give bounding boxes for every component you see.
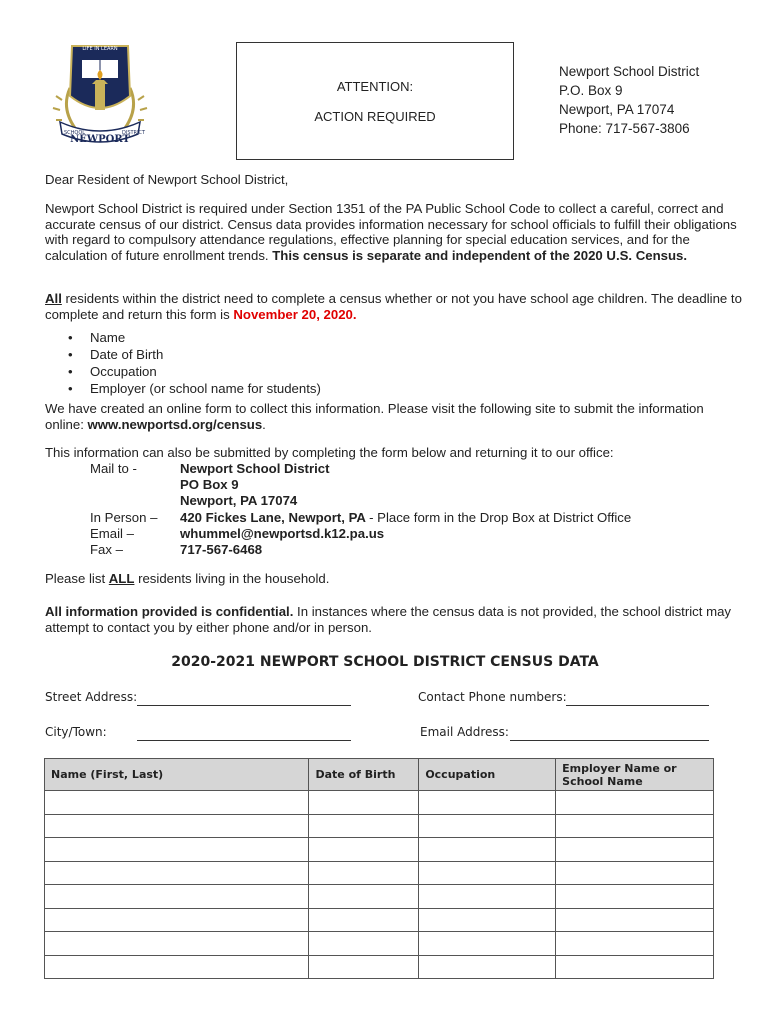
email-address-field[interactable] [510, 740, 709, 741]
letter-greeting: Dear Resident of Newport School District, [45, 172, 289, 187]
svg-text:DISTRICT: DISTRICT [122, 130, 146, 136]
intro-paragraph [45, 201, 745, 263]
table-cell[interactable] [419, 838, 556, 862]
list-item: • Name [90, 329, 321, 346]
confidential-paragraph [45, 604, 745, 635]
period: . [262, 416, 266, 432]
table-row [45, 955, 714, 979]
district-address-block [559, 62, 699, 138]
table-cell[interactable] [45, 814, 309, 838]
list-item: • Date of Birth [90, 346, 321, 363]
table-cell[interactable] [309, 955, 419, 979]
drop-box-note: - Place form in the Drop Box at District Office [369, 510, 632, 525]
list-item: • Employer (or school name for students) [90, 380, 321, 397]
table-cell[interactable] [556, 838, 714, 862]
table-cell[interactable] [309, 932, 419, 956]
mail-line-2: PO Box 9 [180, 477, 239, 492]
table-cell[interactable] [45, 955, 309, 979]
table-cell[interactable] [419, 885, 556, 909]
table-cell[interactable] [309, 908, 419, 932]
table-cell[interactable] [556, 791, 714, 815]
census-separate-note: This census is separate and independent of the 2020 U.S. Census. [272, 247, 688, 263]
contact-phone-label: Contact Phone numbers: [418, 690, 567, 704]
intro-text: Newport School District is required under Section 1351 of the PA Public School Code to collect a careful, correct and accurate census of our district. Census data provides information necessary for school officials to fulfill their obligations with regard to compulsory attendance regulations, effective planning for special education services, and for the calculation of future enrollment trends. [45, 201, 737, 263]
table-cell[interactable] [419, 908, 556, 932]
required-info-list [90, 329, 321, 397]
table-cell[interactable] [309, 861, 419, 885]
street-address-label: Street Address: [45, 690, 138, 704]
svg-text:LIFE IN LEARN: LIFE IN LEARN [82, 46, 118, 52]
list-all-paragraph [45, 571, 745, 587]
street-address-field[interactable] [137, 705, 351, 706]
fax-label: Fax – [90, 542, 123, 557]
table-cell[interactable] [45, 861, 309, 885]
table-cell[interactable] [556, 861, 714, 885]
table-header-row [45, 759, 714, 791]
district-seal-logo [40, 40, 160, 155]
city-town-field[interactable] [137, 740, 351, 741]
mail-line-3: Newport, PA 17074 [180, 493, 298, 508]
mail-line-1: Newport School District [180, 461, 330, 476]
table-row [45, 885, 714, 909]
table-cell[interactable] [419, 955, 556, 979]
table-row [45, 932, 714, 956]
table-cell[interactable] [556, 885, 714, 909]
table-row [45, 838, 714, 862]
table-row [45, 791, 714, 815]
column-header-occupation: Occupation [419, 759, 556, 791]
column-header-employer: Employer Name or School Name [556, 759, 714, 791]
list-item: • Occupation [90, 363, 321, 380]
table-cell[interactable] [309, 838, 419, 862]
city-town-label: City/Town: [45, 725, 107, 739]
district-po-box: P.O. Box 9 [559, 83, 623, 98]
table-cell[interactable] [45, 838, 309, 862]
attention-heading: ATTENTION: [336, 79, 414, 94]
table-cell[interactable] [45, 908, 309, 932]
action-required-text: ACTION REQUIRED [314, 109, 436, 124]
table-cell[interactable] [45, 791, 309, 815]
attention-box [236, 42, 514, 160]
deadline-date: November 20, 2020. [233, 306, 357, 322]
confidential-note: All information provided is confidential. [45, 604, 294, 619]
online-form-paragraph [45, 401, 745, 432]
email-label: Email – [90, 526, 134, 541]
list-all-text-end: residents living in the household. [134, 571, 330, 586]
district-name: Newport School District [559, 64, 700, 79]
table-cell[interactable] [45, 932, 309, 956]
deadline-paragraph [45, 291, 745, 322]
deadline-text: residents within the district need to complete a census whether or not you have school age children. The deadline to complete and return this form is [45, 291, 742, 322]
mail-label: Mail to - [90, 461, 137, 476]
table-cell[interactable] [419, 814, 556, 838]
table-cell[interactable] [309, 814, 419, 838]
table-cell[interactable] [556, 908, 714, 932]
table-row [45, 908, 714, 932]
list-all-text: Please list [45, 571, 109, 586]
census-form-title: 2020-2021 NEWPORT SCHOOL DISTRICT CENSUS DATA [171, 654, 599, 670]
contact-note: In instances where the census data is not provided, the school district may attempt to contact you by either phone and/or in person. [45, 604, 732, 635]
table-row [45, 814, 714, 838]
table-cell[interactable] [45, 885, 309, 909]
table-cell[interactable] [556, 932, 714, 956]
in-person-label: In Person – [90, 510, 158, 525]
table-cell[interactable] [419, 932, 556, 956]
table-cell[interactable] [309, 791, 419, 815]
column-header-name: Name (First, Last) [45, 759, 309, 791]
submission-paragraph: This information can also be submitted by completing the form below and returning it to our office: [45, 445, 614, 460]
column-header-dob: Date of Birth [309, 759, 419, 791]
in-person-address: 420 Fickes Lane, Newport, PA [180, 510, 370, 525]
all-emphasis: ALL [108, 571, 135, 586]
table-cell[interactable] [556, 955, 714, 979]
table-cell[interactable] [419, 861, 556, 885]
svg-text:NEWPORT: NEWPORT [70, 134, 130, 145]
fax-value: 717-567-6468 [180, 542, 263, 557]
email-address-label: Email Address: [420, 725, 509, 739]
table-cell[interactable] [309, 885, 419, 909]
svg-text:SCHOOL: SCHOOL [64, 130, 86, 136]
district-phone: Phone: 717-567-3806 [559, 121, 690, 136]
table-row [45, 861, 714, 885]
in-person-value [180, 510, 631, 526]
table-cell[interactable] [556, 814, 714, 838]
all-emphasis: All [45, 291, 62, 306]
online-form-text: We have created an online form to collect this information. Please visit the following site to submit the information online: [45, 401, 704, 432]
contact-phone-field[interactable] [566, 705, 709, 706]
district-city: Newport, PA 17074 [559, 102, 675, 117]
email-value[interactable]: whummel@newportsd.k12.pa.us [180, 526, 385, 541]
table-cell[interactable] [419, 791, 556, 815]
census-url-link[interactable]: www.newportsd.org/census [87, 416, 263, 432]
census-table [44, 758, 714, 979]
